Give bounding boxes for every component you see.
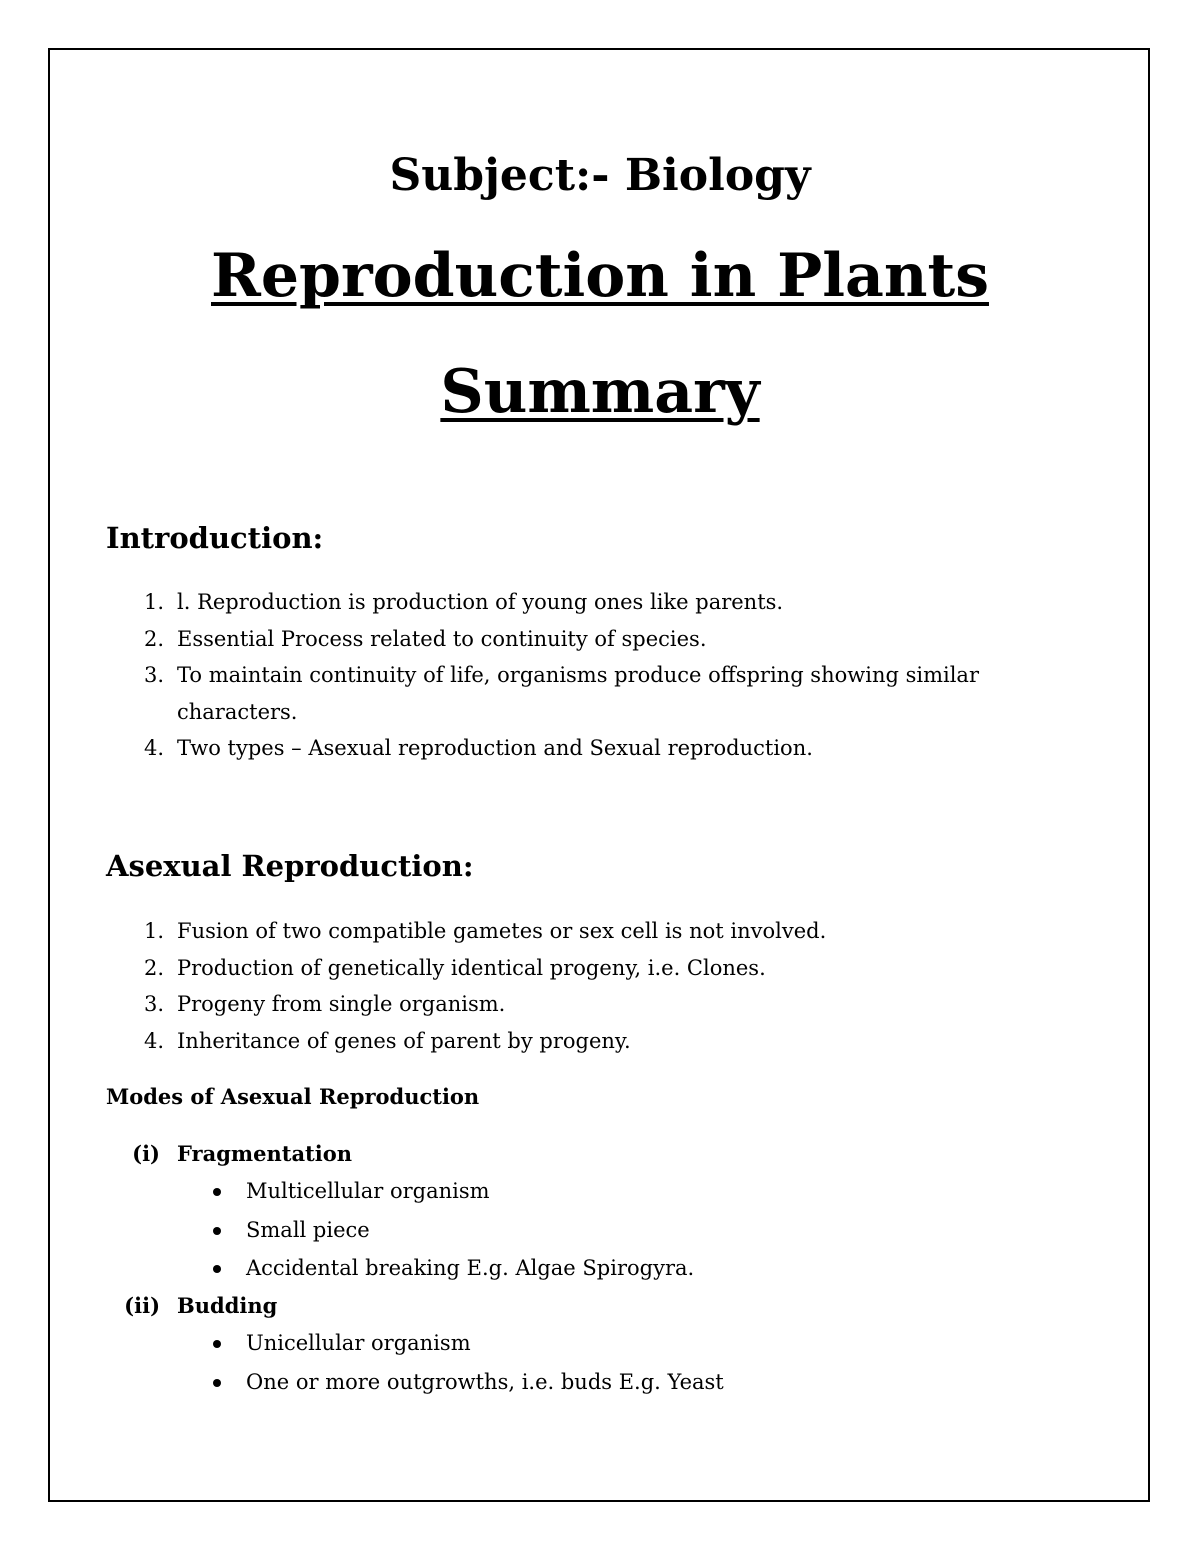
list-item-number: 4. <box>143 736 164 760</box>
modes-heading: Modes of Asexual Reproduction <box>106 1084 480 1109</box>
bullet-item <box>0 1363 1200 1402</box>
list-item-number: 1. <box>143 919 164 943</box>
list-item-number: 1. <box>143 590 164 614</box>
list-item-text: l. Reproduction is production of young ones like parents. <box>177 590 784 614</box>
bullet-text: Small piece <box>246 1217 370 1242</box>
list-item-text: Production of genetically identical progeny, i.e. Clones. <box>177 955 766 980</box>
asexual-heading: Asexual Reproduction: <box>106 849 474 883</box>
mode-title: Budding <box>177 1293 278 1318</box>
mode-title-row <box>0 1136 1200 1172</box>
bullet-dot-icon <box>213 1340 221 1348</box>
subject-line: Subject:- Biology <box>389 150 811 201</box>
list-item-number: 4. <box>143 1028 164 1053</box>
bullet-list <box>0 1324 1200 1401</box>
list-item-number: 2. <box>143 955 164 980</box>
list-item <box>0 1023 1200 1060</box>
list-item <box>0 584 1200 621</box>
bullet-item <box>0 1211 1200 1250</box>
list-item <box>0 730 1200 767</box>
bullet-dot-icon <box>213 1379 221 1387</box>
bullet-dot-icon <box>213 1265 221 1273</box>
mode-number: (i) <box>132 1141 160 1166</box>
list-item-text: Fusion of two compatible gametes or sex cell is not involved. <box>177 919 827 943</box>
mode-title: Fragmentation <box>177 1141 353 1166</box>
bullet-text: Multicellular organism <box>246 1179 490 1203</box>
bullet-text: One or more outgrowths, i.e. buds E.g. Yeast <box>246 1369 724 1394</box>
mode-fragmentation <box>0 1136 1200 1288</box>
mode-title-row <box>0 1288 1200 1324</box>
bullet-dot-icon <box>213 1188 221 1196</box>
list-item-number: 2. <box>143 626 164 651</box>
list-item <box>0 913 1200 950</box>
bullet-item <box>0 1172 1200 1211</box>
bullet-text: Unicellular organism <box>246 1331 471 1355</box>
introduction-list <box>0 584 1200 767</box>
list-item-text: Two types – Asexual reproduction and Sexual reproduction. <box>177 736 813 760</box>
bullet-dot-icon <box>213 1227 221 1235</box>
bullet-text: Accidental breaking E.g. Algae Spirogyra. <box>246 1256 695 1280</box>
list-item-text: Inheritance of genes of parent by progeny. <box>177 1028 631 1053</box>
introduction-heading: Introduction: <box>106 521 324 555</box>
bullet-list <box>0 1172 1200 1288</box>
document-subtitle: Summary <box>440 357 760 427</box>
mode-budding <box>0 1288 1200 1401</box>
bullet-item <box>0 1249 1200 1288</box>
list-item <box>0 621 1200 658</box>
list-item <box>0 986 1200 1023</box>
list-item <box>0 657 1200 730</box>
list-item-text: To maintain continuity of life, organisms produce offspring showing similar characters. <box>177 663 979 724</box>
list-item-text: Progeny from single organism. <box>177 992 506 1016</box>
list-item-number: 3. <box>143 992 164 1016</box>
mode-number: (ii) <box>124 1293 160 1318</box>
document-title: Reproduction in Plants <box>211 241 989 311</box>
list-item <box>0 950 1200 987</box>
list-item-number: 3. <box>143 663 164 687</box>
bullet-item <box>0 1324 1200 1363</box>
asexual-list <box>0 913 1200 1059</box>
list-item-text: Essential Process related to continuity of species. <box>177 626 707 651</box>
